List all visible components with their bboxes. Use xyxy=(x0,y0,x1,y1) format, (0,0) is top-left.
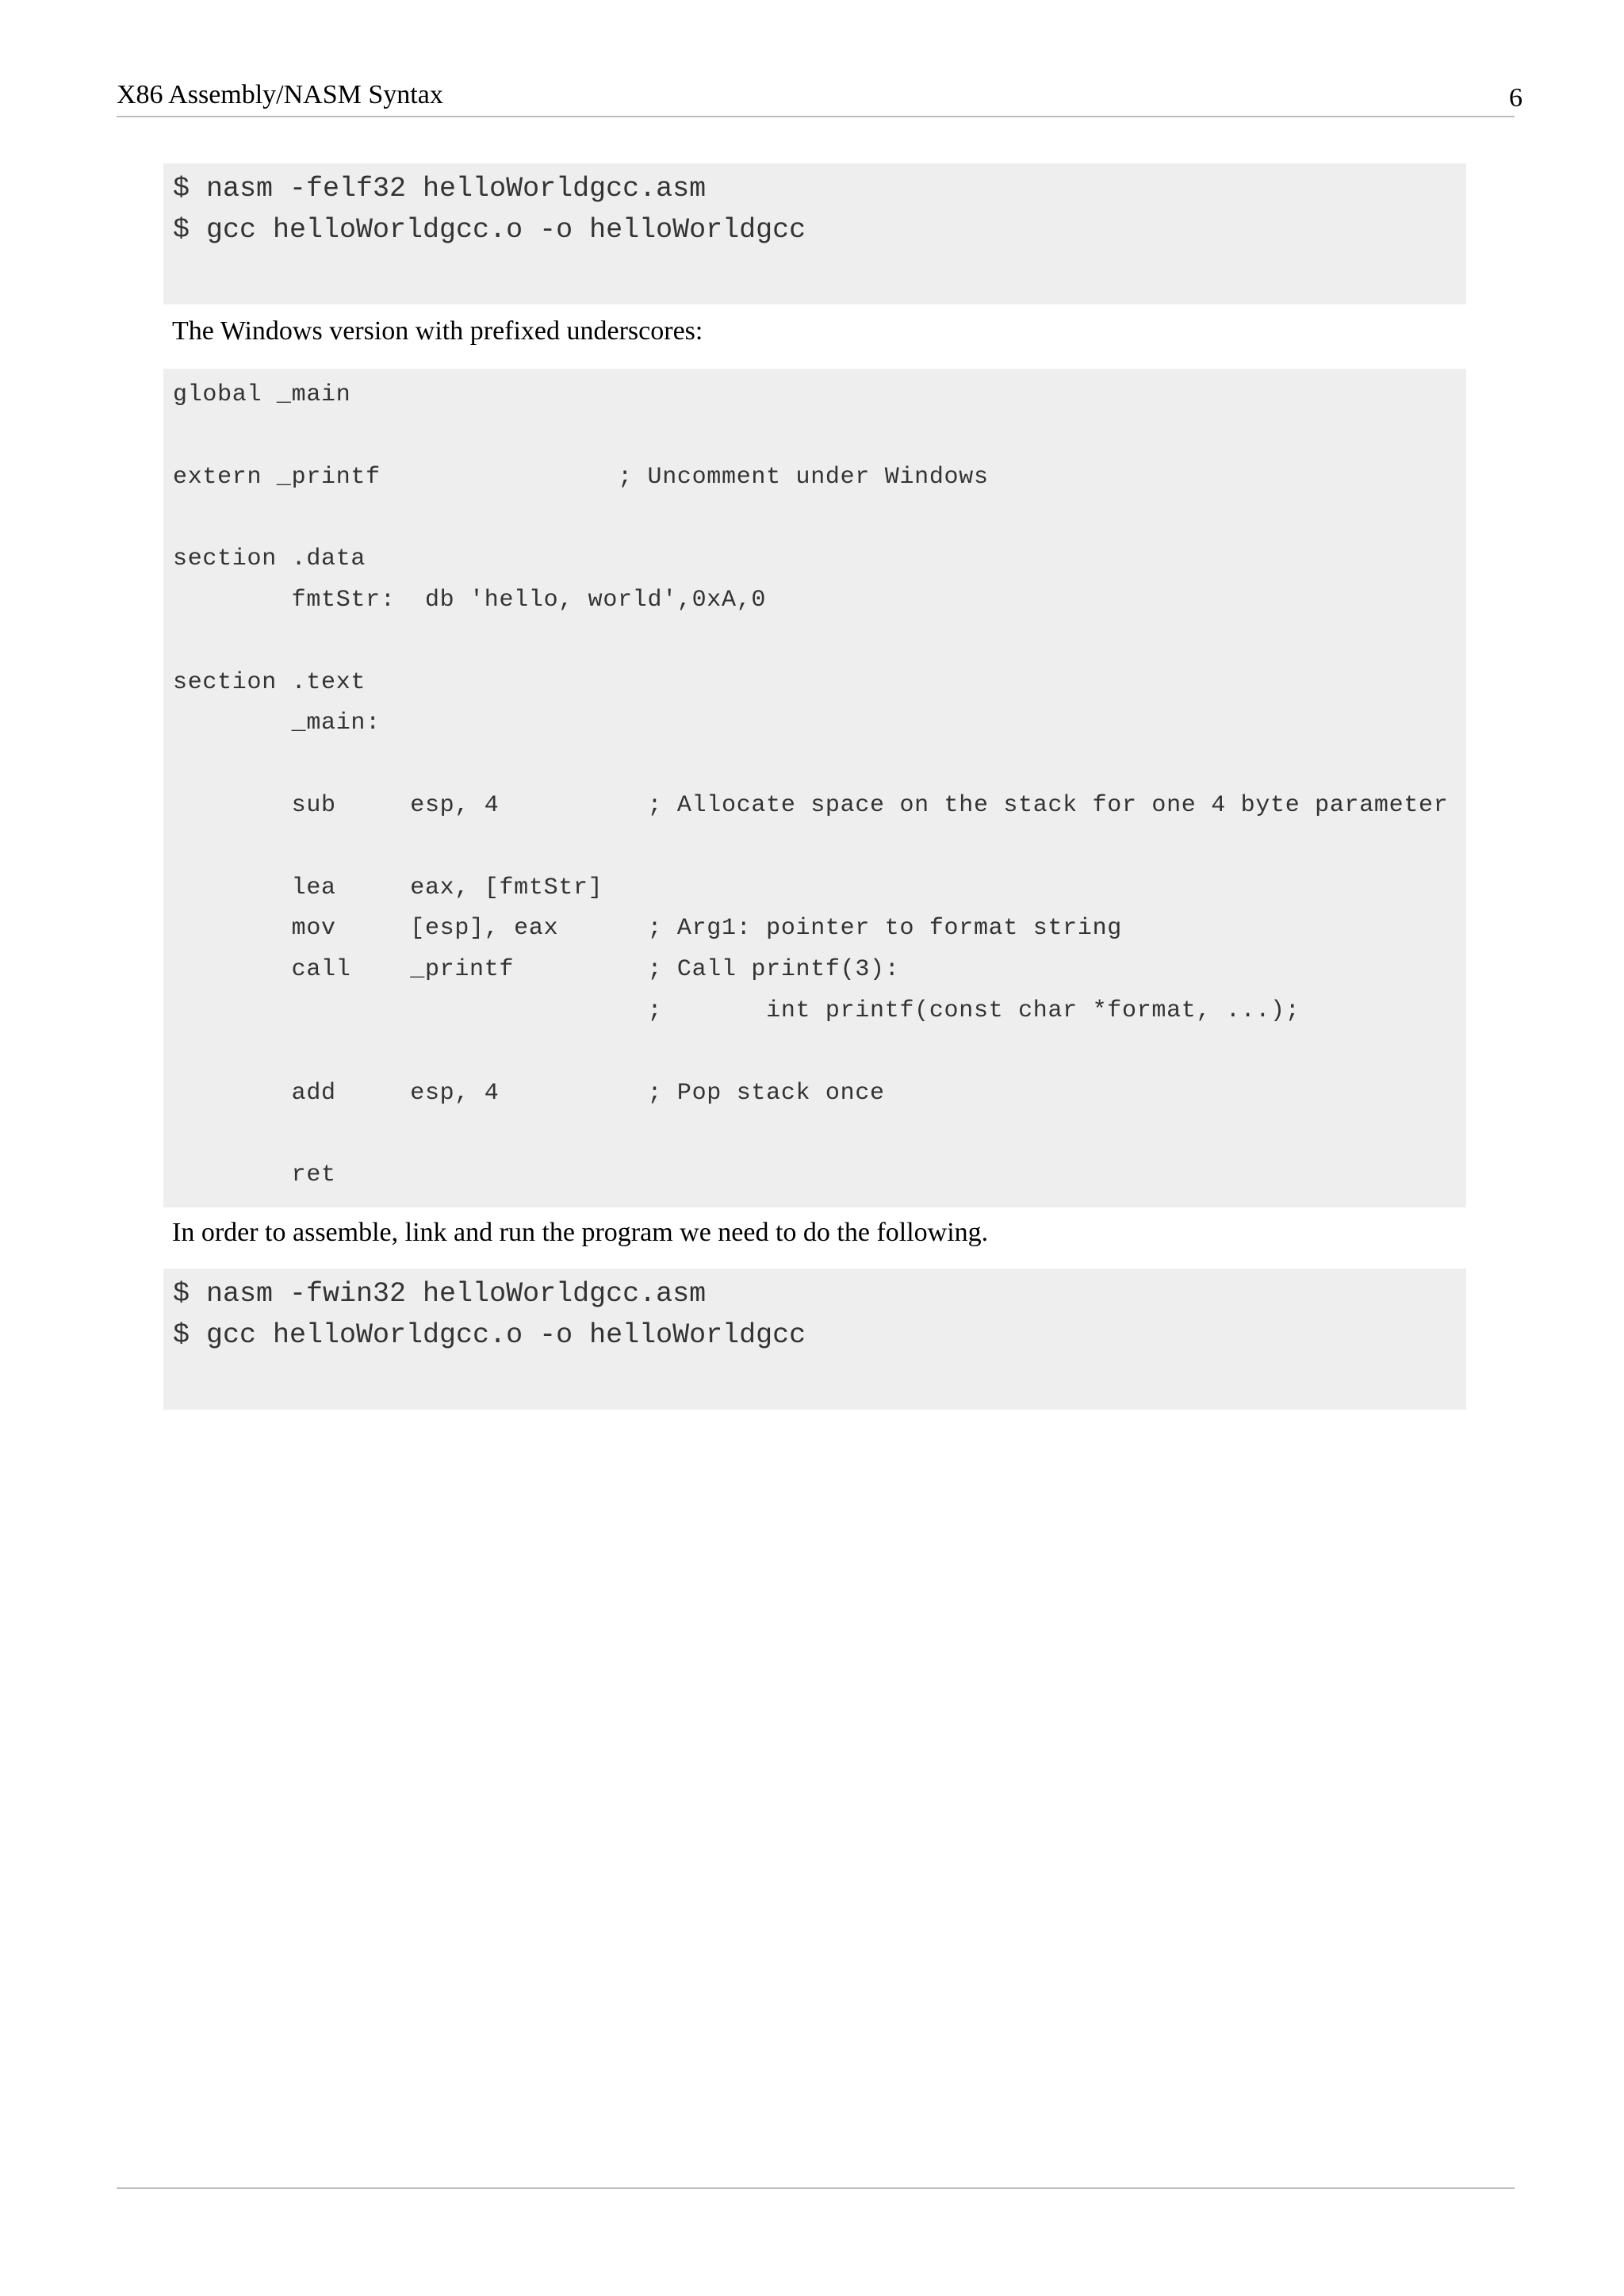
code-line: lea eax, [fmtStr] xyxy=(173,874,603,901)
footer-rule xyxy=(117,2187,1515,2189)
code-line: mov [esp], eax ; Arg1: pointer to format string xyxy=(173,915,1122,943)
code-line: add esp, 4 ; Pop stack once xyxy=(173,1079,885,1107)
code-block-windows-asm xyxy=(163,369,1466,1207)
code-line: fmtStr: db 'hello, world',0xA,0 xyxy=(173,587,767,614)
code-line: ; int printf(const char *format, ...); xyxy=(173,997,1300,1024)
code-line: global _main xyxy=(173,381,351,408)
code-line: section .data xyxy=(173,545,366,573)
header-rule xyxy=(117,116,1515,117)
code-line: $ nasm -felf32 helloWorldgcc.asm xyxy=(173,173,707,205)
code-block-windows-build xyxy=(163,1269,1466,1410)
code-line: section .text xyxy=(173,668,366,696)
code-line: sub esp, 4 ; Allocate space on the stack for one 4 byte parameter xyxy=(173,792,1449,819)
code-line: extern _printf ; Uncomment under Windows xyxy=(173,463,989,491)
code-line: $ gcc helloWorldgcc.o -o helloWorldgcc xyxy=(173,214,806,246)
running-header-title: X86 Assembly/NASM Syntax xyxy=(117,80,443,109)
paragraph-windows-version: The Windows version with prefixed underscores: xyxy=(172,316,703,346)
code-line: $ nasm -fwin32 helloWorldgcc.asm xyxy=(173,1278,707,1310)
paragraph-assemble-instructions: In order to assemble, link and run the program we need to do the following. xyxy=(172,1218,989,1247)
page-number: 6 xyxy=(1509,83,1522,113)
code-line: _main: xyxy=(173,710,381,737)
code-line: call _printf ; Call printf(3): xyxy=(173,956,900,984)
code-line: ret xyxy=(173,1161,336,1189)
code-block-linux-build xyxy=(163,163,1466,304)
code-line: $ gcc helloWorldgcc.o -o helloWorldgcc xyxy=(173,1319,806,1351)
